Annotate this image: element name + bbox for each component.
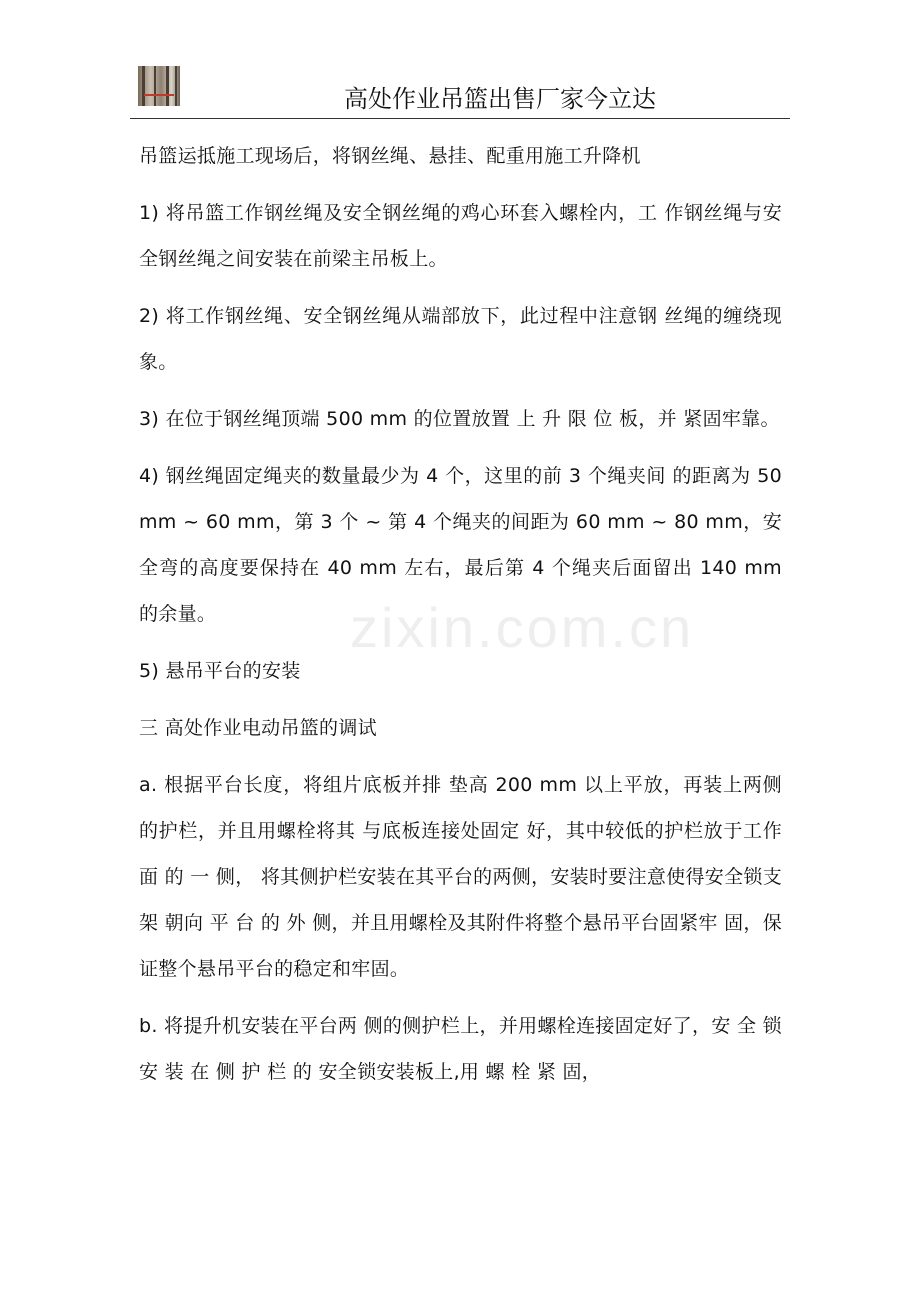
paragraph-item-a: a. 根据平台长度，将组片底板并排 垫高 200 mm 以上平放，再装上两侧的护栏，并且用螺栓将其 与底板连接处固定 好，其中较低的护栏放于工作面 的 一 侧， 将其侧护栏安装在其平台的两侧，安装时要注意使得安全锁支架 朝向 平 台 的 外 侧，并且用螺栓及其附件将整个悬吊平台固紧牢 固，保证整个悬吊平台的稳定和牢固。 bbox=[139, 774, 782, 980]
header-divider bbox=[130, 118, 790, 119]
section-heading-debugging: 三 高处作业电动吊篮的调试 bbox=[139, 717, 377, 739]
paragraph-step-2: 2) 将工作钢丝绳、安全钢丝绳从端部放下，此过程中注意钢 丝绳的缠绕现象。 bbox=[139, 305, 782, 373]
page-header-title: 高处作业吊篮出售厂家今立达 bbox=[344, 85, 656, 113]
company-logo-image bbox=[138, 66, 180, 106]
document-body bbox=[139, 133, 782, 1095]
paragraph-step-5: 5) 悬吊平台的安装 bbox=[139, 660, 301, 682]
watermark-text: zixin.com.cn bbox=[350, 596, 695, 659]
paragraph-step-1: 1) 将吊篮工作钢丝绳及安全钢丝绳的鸡心环套入螺栓内，工 作钢丝绳与安全钢丝绳之间安装在前梁主吊板上。 bbox=[139, 202, 782, 270]
paragraph-step-4: 4) 钢丝绳固定绳夹的数量最少为 4 个，这里的前 3 个绳夹间 的距离为 50 mm ~ 60 mm，第 3 个 ~ 第 4 个绳夹的间距为 60 mm ~ 80 mm，安全弯的高度要保持在 40 mm 左右，最后第 4 个绳夹后面留出 140 mm 的余量。 bbox=[139, 465, 782, 625]
paragraph-item-b: b. 将提升机安装在平台两 侧的侧护栏上，并用螺栓连接固定好了，安 全 锁 安 装 在 侧 护 栏 的 安全锁安装板上,用 螺 栓 紧 固， bbox=[139, 1015, 782, 1083]
paragraph-intro: 吊篮运抵施工现场后，将钢丝绳、悬挂、配重用施工升降机 bbox=[139, 145, 641, 167]
paragraph-step-3: 3) 在位于钢丝绳顶端 500 mm 的位置放置 上 升 限 位 板，并 紧固牢靠。 bbox=[139, 408, 780, 430]
